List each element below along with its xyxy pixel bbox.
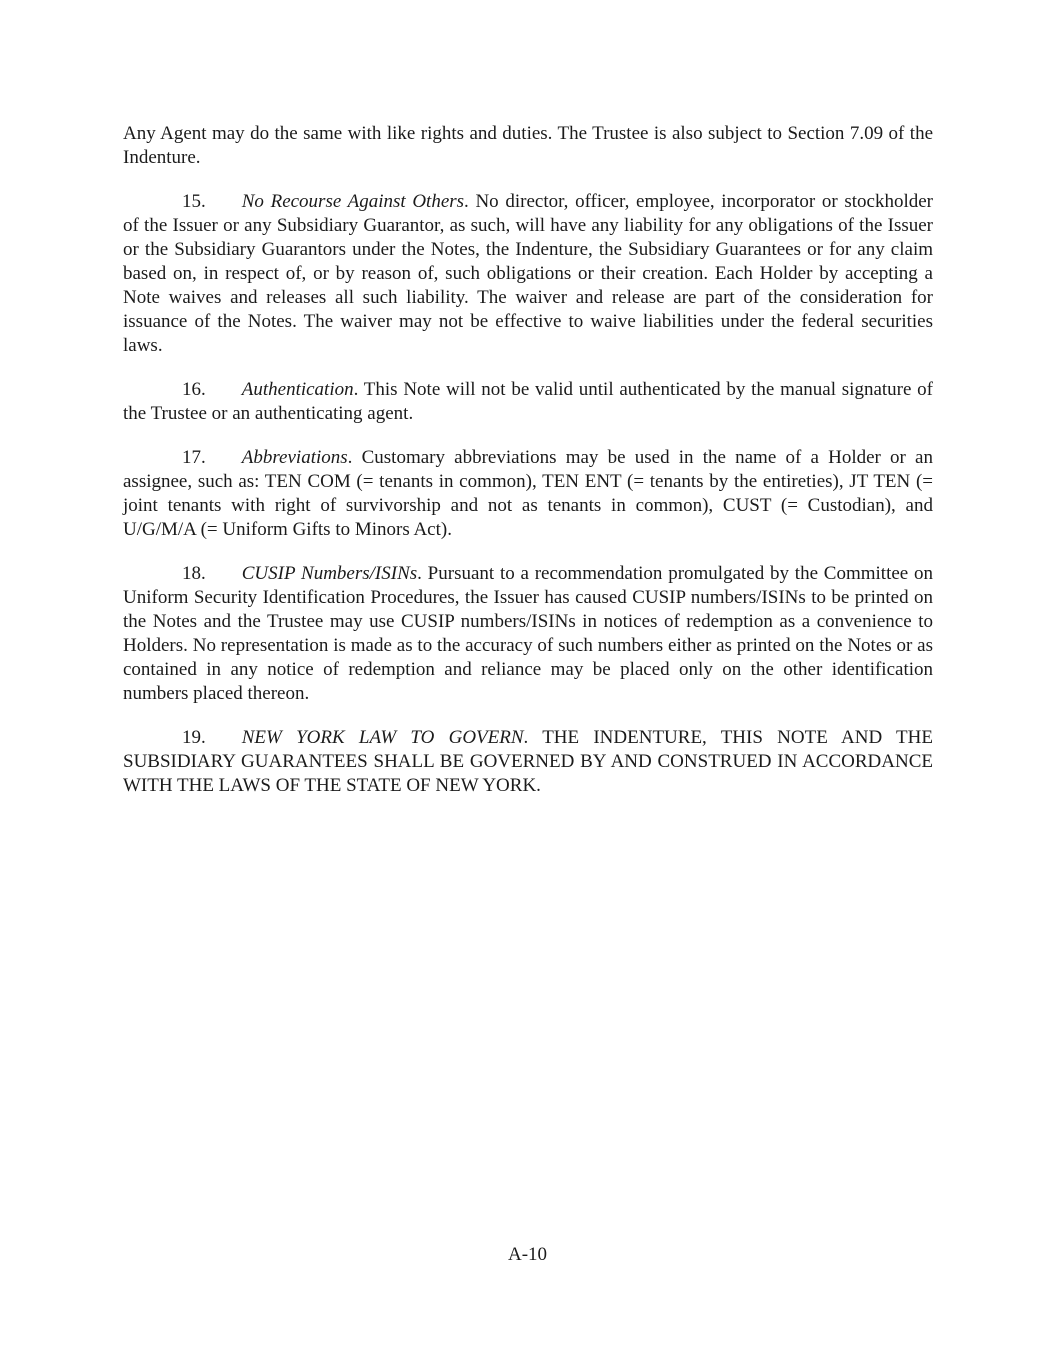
paragraph-19-new-york-law [123,726,933,798]
paragraph-body: . Pursuant to a recommendation promulgated by the Committee on Uniform Security Identification Procedures, the Issuer has caused CUSIP numbers/ISINs to be printed on the Notes and the Trustee may use CUSIP numbers/ISINs in notices of redemption as a convenience to Holders. No representation is made as to the accuracy of such numbers either as printed on the Notes or as contained in any notice of redemption and reliance may be placed only on the other identification numbers placed thereon. [123,563,933,704]
paragraph-heading: Abbreviations [241,447,348,468]
paragraph-heading: No Recourse Against Others [241,191,465,212]
paragraph-18-cusip-numbers [123,562,933,706]
paragraph-15-no-recourse [123,190,933,358]
paragraph-continuation [123,122,933,170]
paragraph-body: Any Agent may do the same with like rights and duties. The Trustee is also subject to Section 7.09 of the Indenture. [123,123,933,168]
paragraph-number: 16. [182,379,206,400]
paragraph-number: 15. [182,191,206,212]
paragraph-heading: Authentication [241,379,354,400]
paragraph-number: 18. [182,563,206,584]
paragraph-17-abbreviations [123,446,933,542]
paragraph-body: . THE INDENTURE, THIS NOTE AND THE SUBSIDIARY GUARANTEES SHALL BE GOVERNED BY AND CONSTRUED IN ACCORDANCE WITH THE LAWS OF THE STATE OF NEW YORK. [123,727,933,796]
paragraph-body: . This Note will not be valid until authenticated by the manual signature of the Trustee or an authenticating agent. [123,379,933,424]
page-number: A-10 [507,1244,548,1265]
paragraph-heading: NEW YORK LAW TO GOVERN [241,727,524,748]
paragraph-body: . Customary abbreviations may be used in the name of a Holder or an assignee, such as: TEN COM (= tenants in common), TEN ENT (= tenants by the entireties), JT TEN (= joint tenants with right of survivorship and not as tenants in common), CUST (= Custodian), and U/G/M/A (= Uniform Gifts to Minors Act). [123,447,933,540]
paragraph-heading: CUSIP Numbers/ISINs [241,563,418,584]
paragraph-body: . No director, officer, employee, incorporator or stockholder of the Issuer or any Subsidiary Guarantor, as such, will have any liability for any obligations of the Issuer or the Subsidiary Guarantors under the Notes, the Indenture, the Subsidiary Guarantees or for any claim based on, in respect of, or by reason of, such obligations or their creation. Each Holder by accepting a Note waives and releases all such liability. The waiver and release are part of the consideration for issuance of the Notes. The waiver may not be effective to waive liabilities under the federal securities laws. [123,191,933,356]
paragraph-16-authentication [123,378,933,426]
document-body [123,122,933,818]
paragraph-number: 19. [182,727,206,748]
paragraph-number: 17. [182,447,206,468]
